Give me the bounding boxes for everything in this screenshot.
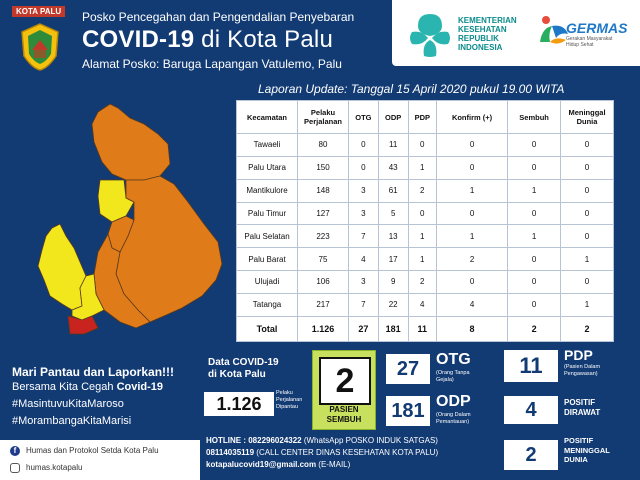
table-cell: 61 [378, 179, 408, 202]
table-cell: 223 [298, 225, 349, 248]
germas-sub-line: Gerakan Masyarakat [566, 36, 613, 42]
col-header: PDP [408, 101, 436, 134]
facebook-icon: f [10, 446, 20, 456]
district-data-table [236, 100, 614, 342]
table-cell: 1 [408, 225, 436, 248]
call-center-desc: (CALL CENTER DINAS KESEHATAN KOTA PALU) [254, 448, 439, 457]
table-cell: 0 [508, 134, 561, 157]
table-cell: 4 [349, 248, 379, 271]
pasien-sembuh-card [312, 350, 376, 430]
dirawat-label-line: POSITIF [564, 398, 596, 407]
table-cell: 1 [436, 225, 507, 248]
district-name-cell: Mantikulore [237, 179, 298, 202]
dirawat-label-line: DIRAWAT [564, 408, 601, 417]
district-name-cell: Palu Selatan [237, 225, 298, 248]
positif-dirawat-label [564, 398, 600, 418]
header-subtitle: Posko Pencegahan dan Pengendalian Penyebaran [82, 10, 355, 24]
email-desc: (E-MAIL) [316, 460, 351, 469]
pdp-subtitle [564, 364, 600, 378]
district-name-cell: Palu Barat [237, 248, 298, 271]
pelaku-label-line: Perjalanan [276, 397, 303, 403]
table-cell: 8 [436, 316, 507, 341]
table-cell: 27 [349, 316, 379, 341]
kemenkes-logo-icon [408, 12, 452, 58]
table-cell: 22 [378, 293, 408, 316]
col-header: ODP [378, 101, 408, 134]
instagram-account: humas.kotapalu [26, 463, 83, 472]
table-row [237, 293, 614, 316]
table-cell: 13 [378, 225, 408, 248]
data-title-line: Data COVID-19 [208, 357, 279, 368]
table-cell: 80 [298, 134, 349, 157]
table-row [237, 248, 614, 271]
table-cell: 1 [561, 293, 614, 316]
col-header: Sembuh [508, 101, 561, 134]
table-cell: 0 [408, 134, 436, 157]
kemenkes-line: REPUBLIK [458, 34, 499, 43]
table-cell: 3 [349, 179, 379, 202]
district-name-cell: Tawaeli [237, 134, 298, 157]
col-header: Meninggal Dunia [561, 101, 614, 134]
otg-subtitle [436, 370, 470, 384]
otg-count: 27 [386, 354, 430, 384]
table-cell: 0 [436, 156, 507, 179]
email-address: kotapalucovid19@gmail.com [206, 460, 317, 469]
table-cell: 9 [378, 271, 408, 294]
table-cell: 2 [408, 271, 436, 294]
table-cell: 1 [508, 225, 561, 248]
meninggal-label-line: POSITIF [564, 436, 594, 445]
table-cell: 127 [298, 202, 349, 225]
positif-meninggal-count: 2 [504, 440, 558, 470]
meninggal-label-line: MENINGGAL [564, 445, 610, 455]
hashtag-1: #MasintuvuKitaMaroso [12, 398, 124, 410]
data-title-line: di Kota Palu [208, 369, 266, 380]
table-cell: 148 [298, 179, 349, 202]
table-cell: 181 [378, 316, 408, 341]
table-cell: 0 [561, 134, 614, 157]
table-cell: 4 [408, 293, 436, 316]
table-cell: 0 [561, 156, 614, 179]
table-row [237, 202, 614, 225]
col-header: Konfirm (+) [436, 101, 507, 134]
district-name-cell: Ulujadi [237, 271, 298, 294]
hotline-call-center [206, 448, 438, 457]
table-cell: 0 [561, 202, 614, 225]
pdp-title: PDP [564, 347, 593, 363]
table-cell: 0 [436, 271, 507, 294]
district-name-cell: Palu Utara [237, 156, 298, 179]
table-cell: 3 [349, 202, 379, 225]
campaign-call: Mari Pantau dan Laporkan!!! [12, 365, 175, 379]
slogan-covid: Covid-19 [116, 381, 164, 393]
kemenkes-line: KEMENTERIAN [458, 16, 517, 25]
otg-sub-line: Gejala) [436, 377, 454, 383]
otg-sub-line: (Orang Tanpa [436, 370, 470, 376]
table-cell: 4 [436, 293, 507, 316]
kemenkes-line: KESEHATAN [458, 25, 507, 34]
table-cell: 0 [408, 202, 436, 225]
hashtag-2: #MorambangaKitaMarisi [12, 415, 132, 427]
table-cell: 0 [508, 202, 561, 225]
table-cell: 1 [408, 248, 436, 271]
positif-dirawat-count: 4 [504, 396, 558, 424]
table-cell: 217 [298, 293, 349, 316]
col-header: OTG [349, 101, 379, 134]
table-cell: 0 [349, 156, 379, 179]
pelaku-label-line: Dipantau [276, 404, 299, 410]
hotline-whatsapp [206, 436, 438, 445]
table-cell: 1 [436, 179, 507, 202]
table-cell: 2 [436, 248, 507, 271]
instagram-icon [10, 463, 20, 473]
odp-count: 181 [386, 396, 430, 426]
col-header: Pelaku Perjalanan [298, 101, 349, 134]
report-update-text: Laporan Update: Tanggal 15 April 2020 pukul 19.00 WITA [258, 82, 565, 96]
table-cell: 1 [408, 156, 436, 179]
table-cell: 106 [298, 271, 349, 294]
table-cell: 0 [508, 156, 561, 179]
page-title [82, 26, 333, 54]
table-cell: 2 [561, 316, 614, 341]
posko-address: Alamat Posko: Baruga Lapangan Vatulemo, Palu [82, 57, 342, 71]
table-cell: 1 [561, 248, 614, 271]
germas-logo-icon [536, 12, 570, 46]
table-row [237, 179, 614, 202]
table-row [237, 271, 614, 294]
data-summary-title [208, 357, 279, 381]
hotline-desc: (WhatsApp POSKO INDUK SATGAS) [301, 436, 438, 445]
table-cell: 7 [349, 293, 379, 316]
table-cell: 2 [408, 179, 436, 202]
facebook-account: Humas dan Protokol Setda Kota Palu [26, 446, 159, 455]
table-cell: 150 [298, 156, 349, 179]
table-cell: 1.126 [298, 316, 349, 341]
kota-palu-district-map [8, 84, 238, 356]
campaign-slogan [12, 381, 163, 393]
pasien-sembuh-label: PASIEN [329, 405, 359, 414]
col-header: Kecamatan [237, 101, 298, 134]
kota-palu-emblem-icon [18, 22, 62, 72]
table-row [237, 134, 614, 157]
germas-title: GERMAS [566, 20, 628, 36]
table-cell: 1 [508, 179, 561, 202]
positif-meninggal-label [564, 436, 610, 465]
pasien-sembuh-count: 2 [319, 357, 371, 405]
pelaku-perjalanan-label [276, 390, 302, 411]
table-row [237, 225, 614, 248]
call-center-number: 08114035119 [206, 448, 255, 457]
pdp-sub-line: (Pasien Dalam [564, 364, 601, 370]
district-name-cell: Total [237, 316, 298, 341]
title-covid: COVID-19 [82, 26, 195, 53]
table-cell: 0 [349, 134, 379, 157]
table-total-row [237, 316, 614, 341]
table-row [237, 156, 614, 179]
table-cell: 5 [378, 202, 408, 225]
pdp-count: 11 [504, 350, 558, 382]
table-cell: 17 [378, 248, 408, 271]
table-cell: 0 [436, 202, 507, 225]
pelaku-label-line: Pelaku [276, 390, 293, 396]
otg-title: OTG [436, 351, 471, 368]
pelaku-perjalanan-count: 1.126 [204, 392, 274, 416]
germas-sub-line: Hidup Sehat [566, 42, 594, 48]
kemenkes-label [458, 16, 517, 52]
odp-sub-line: (Orang Dalam [436, 412, 471, 418]
district-name-cell: Palu Timur [237, 202, 298, 225]
pdp-sub-line: Pengawasan) [564, 371, 598, 377]
pasien-sembuh-label: SEMBUH [326, 415, 362, 424]
kota-palu-tag: KOTA PALU [12, 6, 65, 17]
title-city: di Kota Palu [194, 26, 333, 53]
map-region-tawaeli [92, 104, 170, 180]
meninggal-label-line: DUNIA [564, 455, 588, 464]
hotline-number: HOTLINE : 082296024322 [206, 436, 302, 445]
table-cell: 0 [508, 271, 561, 294]
table-cell: 2 [508, 316, 561, 341]
odp-title: ODP [436, 393, 471, 410]
table-cell: 75 [298, 248, 349, 271]
table-header-row [237, 101, 614, 134]
odp-sub-line: Pemantauan) [436, 419, 470, 425]
slogan-text: Bersama Kita Cegah [12, 381, 117, 393]
map-region-mantikulore [116, 176, 222, 322]
table-cell: 0 [561, 271, 614, 294]
germas-subtitle [566, 36, 612, 48]
kemenkes-line: INDONESIA [458, 43, 503, 52]
table-cell: 0 [561, 225, 614, 248]
table-cell: 43 [378, 156, 408, 179]
table-cell: 0 [436, 134, 507, 157]
table-cell: 7 [349, 225, 379, 248]
table-cell: 11 [408, 316, 436, 341]
table-cell: 0 [508, 293, 561, 316]
map-region-ulujadi [38, 224, 86, 310]
hotline-email [206, 460, 350, 469]
table-cell: 0 [561, 179, 614, 202]
table-cell: 11 [378, 134, 408, 157]
table-cell: 3 [349, 271, 379, 294]
table-cell: 0 [508, 248, 561, 271]
district-name-cell: Tatanga [237, 293, 298, 316]
odp-subtitle [436, 412, 471, 426]
